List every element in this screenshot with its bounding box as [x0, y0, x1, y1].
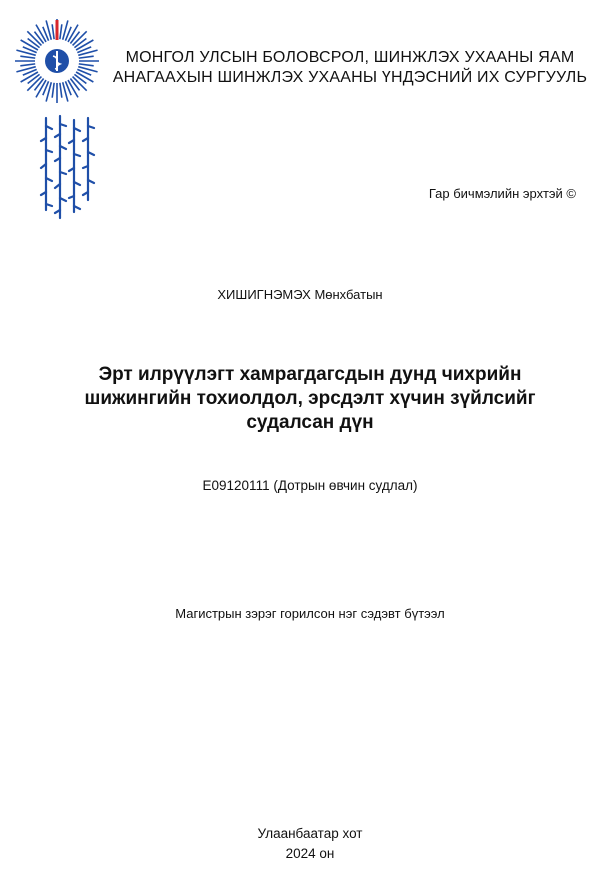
thesis-title-line-3: судалсан дүн — [246, 412, 374, 433]
logo-ray — [52, 24, 54, 39]
logo-ray — [28, 38, 40, 47]
logo-ray — [60, 24, 62, 39]
logo-ray — [70, 78, 79, 90]
mongolian-script-emblem — [36, 112, 100, 224]
year: 2024 он — [285, 846, 335, 861]
university-logo-icon — [14, 18, 100, 104]
specialty-code: E09120111 (Дотрын өвчин судлал) — [202, 478, 418, 493]
logo-ray — [74, 74, 86, 83]
logo-ray — [34, 32, 43, 44]
author-name: ХИШИГНЭМЭХ Мөнхбатын — [217, 287, 383, 302]
thesis-title-line-1: Эрт илрүүлэгт хамрагдагсдын дунд чихрийн — [98, 364, 522, 385]
ministry-name: МОНГОЛ УЛСЫН БОЛОВСРОЛ, ШИНЖЛЭХ УХААНЫ ЯАМ — [125, 49, 575, 66]
university-name: АНАГААХЫН ШИНЖЛЭХ УХААНЫ ҮНДЭСНИЙ ИХ СУРГУУЛЬ — [112, 69, 588, 86]
logo-ray — [70, 32, 79, 44]
logo-ray — [79, 56, 94, 58]
copyright-notice: Гар бичмэлийн эрхтэй © — [428, 186, 576, 201]
logo-ray — [20, 56, 35, 58]
logo-ray — [34, 78, 43, 90]
logo-ray — [79, 64, 94, 66]
logo-ray — [74, 38, 86, 47]
degree-statement: Магистрын зэрэг горилсон нэг сэдэвт бүтээл — [175, 606, 445, 621]
logo-ray — [20, 64, 35, 66]
city: Улаанбаатар хот — [257, 826, 363, 841]
thesis-title-line-2: шижингийн тохиолдол, эрсдэлт хүчин зүйлсийг — [84, 388, 536, 409]
logo-ray — [28, 74, 40, 83]
logo-ray — [52, 83, 54, 98]
logo-ray — [60, 83, 62, 98]
